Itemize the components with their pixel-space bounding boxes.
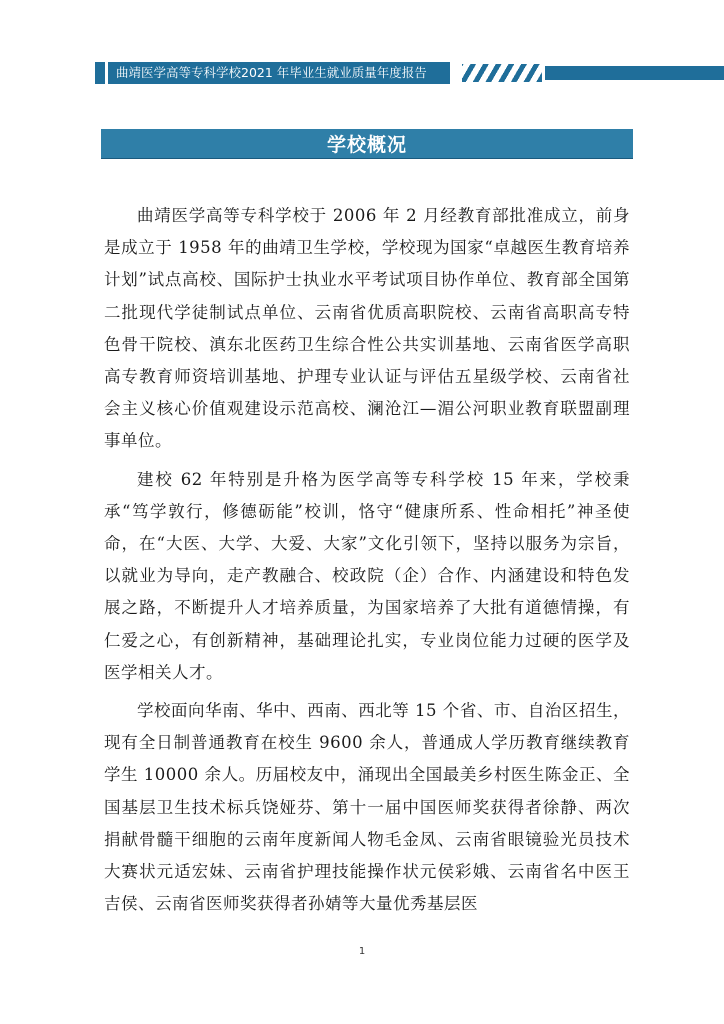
section-heading-bar	[101, 129, 633, 159]
page-number: 1	[358, 946, 366, 957]
paragraph-enrollment-alumni: 学校面向华南、华中、西南、西北等 15 个省、市、自治区招生，现有全日制普通教育在校生 9600 余人，普通成人学历教育继续教育学生 10000 余人。历届校友中，涌现出全国最美乡村医生陈金正、全国基层卫生技术标兵饶娅芬、第十一届中国医师奖获得者徐静、两次捐献骨髓干细胞的云南年度新闻人物毛金凤、云南省眼镜验光员技术大赛状元适宏妹、云南省护理技能操作状元侯彩娥、云南省名中医王吉侯、云南省医师奖获得者孙婧等大量优秀基层医	[104, 701, 630, 914]
header-accent-block	[95, 62, 105, 84]
paragraph-school-founding: 曲靖医学高等专科学校于 2006 年 2 月经教育部批准成立，前身是成立于 1958 年的曲靖卫生学校，学校现为国家“卓越医生教育培养计划”试点高校、国际护士执业水平考试项目协作单位、教育部全国第二批现代学徒制试点单位、云南省优质高职院校、云南省高职高专特色骨干院校、滇东北医药卫生综合性公共实训基地、云南省医学高职高专教育师资培训基地、护理专业认证与评估五星级学校、云南省社会主义核心价值观建设示范高校、澜沧江—湄公河职业教育联盟副理事单位。	[104, 206, 630, 451]
header-stripe-decoration	[462, 64, 542, 82]
body-text	[104, 200, 630, 926]
section-title: 学校概况	[326, 134, 407, 156]
paragraph-school-mission: 建校 62 年特别是升格为医学高等专科学校 15 年来，学校秉承“笃学敦行，修德砺能”校训，恪守“健康所系、性命相托”神圣使命，在“大医、大学、大爱、大家”文化引领下，坚持以服务为宗旨，以就业为导向，走产教融合、校政院（企）合作、内涵建设和特色发展之路，不断提升人才培养质量，为国家培养了大批有道德情操，有仁爱之心，有创新精神，基础理论扎实，专业岗位能力过硬的医学及医学相关人才。	[104, 469, 630, 682]
report-header-title: 曲靖医学高等专科学校2021 年毕业生就业质量年度报告	[108, 62, 450, 84]
header-decoration-line	[545, 66, 724, 80]
